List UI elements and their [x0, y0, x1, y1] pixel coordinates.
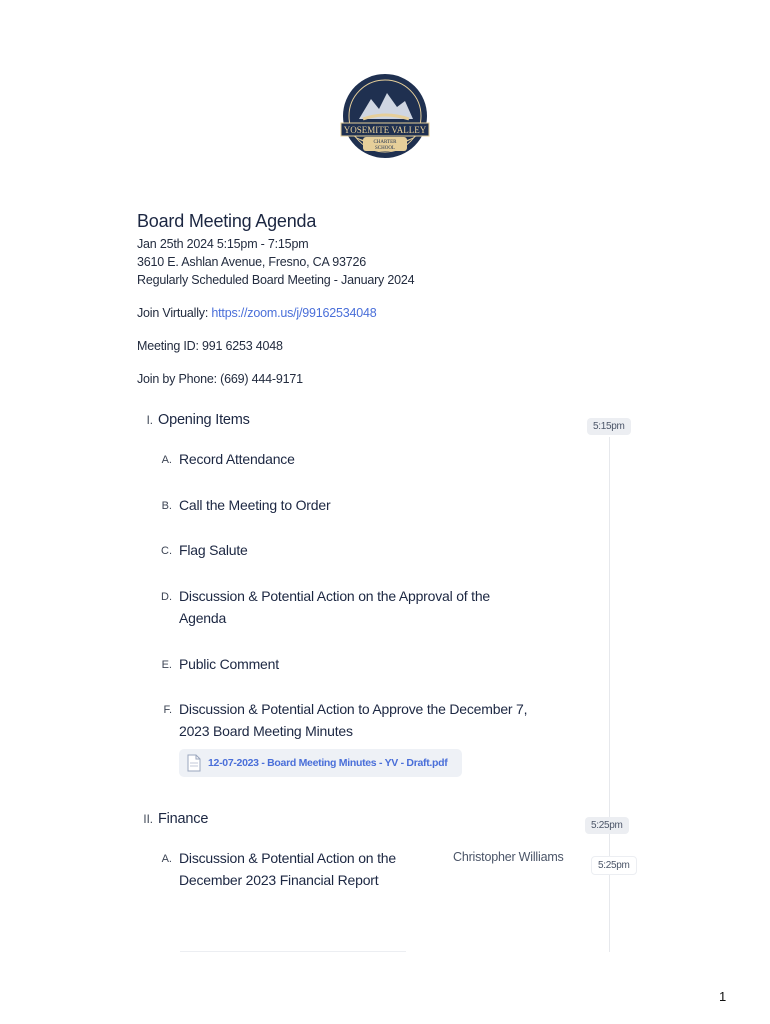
agenda-item-flag-salute: Flag Salute: [179, 542, 248, 558]
page-number: 1: [719, 989, 727, 1004]
agenda-item-public-comment: Public Comment: [179, 656, 279, 672]
zoom-link[interactable]: https://zoom.us/j/99162534048: [211, 306, 377, 320]
page-title: Board Meeting Agenda: [137, 211, 317, 231]
join-virtually: [137, 306, 377, 320]
school-logo: [339, 73, 431, 159]
svg-text:SCHOOL: SCHOOL: [374, 146, 396, 151]
presenter-name: Christopher Williams: [453, 850, 564, 864]
meeting-id: Meeting ID: 991 6253 4048: [137, 339, 283, 353]
logo-text: YOSEMITE VALLEY: [343, 125, 427, 135]
agenda-item-call-to-order: Call the Meeting to Order: [179, 497, 331, 513]
agenda-item-financial-report: Discussion & Potential Action on the December 2023 Financial Report: [179, 850, 396, 888]
meeting-date-time: Jan 25th 2024 5:15pm - 7:15pm: [137, 237, 309, 251]
section-time-badge: 5:15pm: [587, 418, 631, 435]
meeting-address: 3610 E. Ashlan Avenue, Fresno, CA 93726: [137, 255, 366, 269]
document-icon: [187, 754, 201, 772]
agenda-item-record-attendance: Record Attendance: [179, 451, 295, 467]
item-letter: A.: [161, 853, 172, 865]
item-time-badge: 5:25pm: [591, 856, 637, 875]
section-title-finance: Finance: [158, 811, 209, 827]
item-letter: E.: [161, 659, 172, 671]
section-number: II.: [143, 814, 153, 826]
divider: [180, 951, 406, 952]
item-letter: C.: [161, 545, 172, 557]
item-letter: A.: [161, 454, 172, 466]
section-time-badge: 5:25pm: [585, 817, 629, 834]
agenda-item-approve-minutes: Discussion & Potential Action to Approve the December 7, 2023 Board Meeting Minutes: [179, 701, 528, 739]
attachment-minutes-pdf[interactable]: [179, 749, 462, 777]
join-virtually-label: Join Virtually:: [137, 306, 212, 320]
agenda-item-approve-agenda: Discussion & Potential Action on the Approval of the Agenda: [179, 588, 491, 626]
join-by-phone: Join by Phone: (669) 444-9171: [137, 372, 303, 386]
section-number: I.: [146, 415, 153, 427]
attachment-filename: 12-07-2023 - Board Meeting Minutes - YV - Draft.pdf: [208, 757, 448, 769]
svg-text:CHARTER: CHARTER: [373, 140, 397, 145]
meeting-description: Regularly Scheduled Board Meeting - January 2024: [137, 273, 415, 287]
item-letter: F.: [163, 704, 172, 716]
item-letter: B.: [161, 500, 172, 512]
item-letter: D.: [161, 591, 172, 603]
section-title-opening-items: Opening Items: [158, 412, 250, 428]
